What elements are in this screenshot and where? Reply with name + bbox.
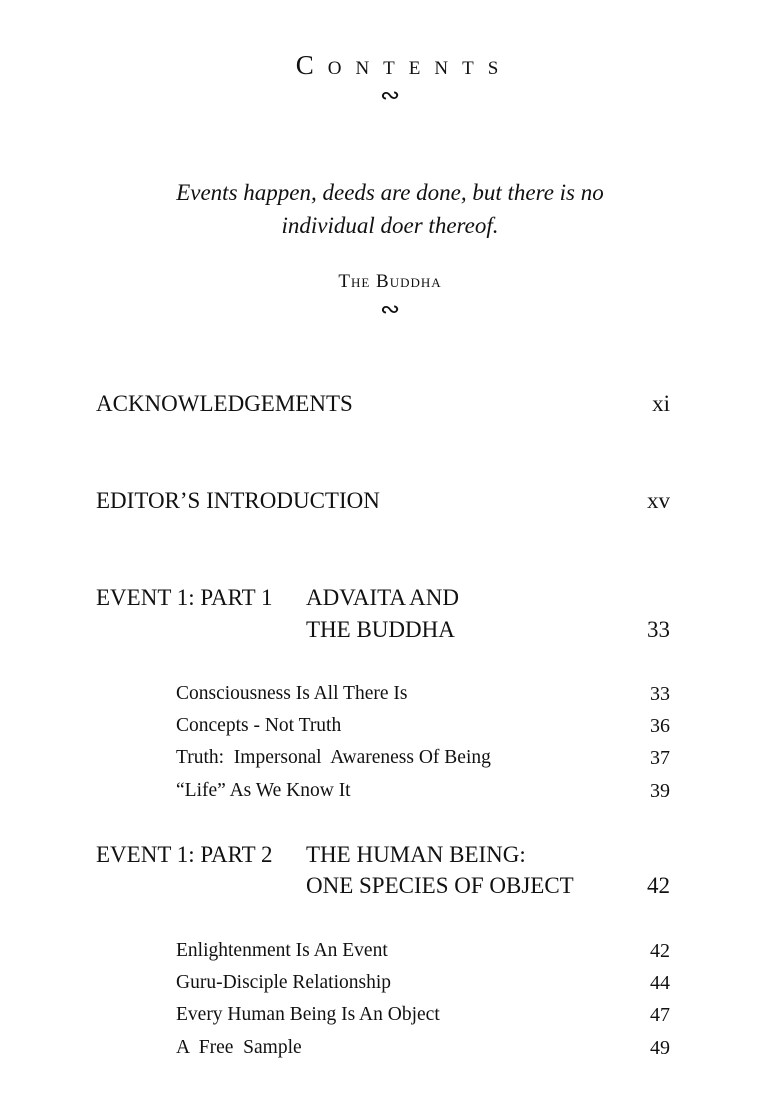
page-number: xi xyxy=(652,391,670,416)
toc-subentry[interactable]: Enlightenment Is An Event xyxy=(176,940,388,961)
toc-subentry[interactable]: A Free Sample xyxy=(176,1037,302,1058)
toc-subentry[interactable]: “Life” As We Know It xyxy=(176,780,351,801)
page-number: 36 xyxy=(650,715,670,737)
toc-subentry[interactable]: Truth: Impersonal Awareness Of Being xyxy=(176,747,491,768)
page-number: 37 xyxy=(650,747,670,769)
tilde-ornament-icon: ∾ xyxy=(379,297,401,323)
page-number: 42 xyxy=(650,940,670,962)
page-title: Contents xyxy=(295,50,513,80)
page-number: 33 xyxy=(647,617,670,642)
toc-part-title[interactable]: THE HUMAN BEING: xyxy=(306,842,526,867)
toc-part-label: EVENT 1: PART 2 xyxy=(96,842,273,867)
toc-editors-introduction[interactable]: EDITOR’S INTRODUCTION xyxy=(96,488,380,513)
toc-subentry[interactable]: Consciousness Is All There Is xyxy=(176,683,408,704)
page-number: 47 xyxy=(650,1004,670,1026)
toc-subentry[interactable]: Guru-Disciple Relationship xyxy=(176,972,392,993)
page-number: 42 xyxy=(647,873,670,898)
page-number: 33 xyxy=(650,683,670,705)
toc-part-title[interactable]: THE BUDDHA xyxy=(306,617,455,642)
toc-subentry[interactable]: Concepts - Not Truth xyxy=(176,715,342,736)
page-number: 39 xyxy=(650,780,670,802)
toc-part-title[interactable]: ADVAITA AND xyxy=(306,585,459,610)
tilde-ornament-icon: ∾ xyxy=(379,83,401,109)
toc-acknowledgements[interactable]: ACKNOWLEDGEMENTS xyxy=(96,391,353,416)
toc-subentry[interactable]: Every Human Being Is An Object xyxy=(176,1004,440,1025)
toc-part-label: EVENT 1: PART 1 xyxy=(96,585,273,610)
epigraph-line-2: individual doer thereof. xyxy=(281,213,499,238)
epigraph-line-1: Events happen, deeds are done, but there is no xyxy=(176,180,604,205)
toc-part-title[interactable]: ONE SPECIES OF OBJECT xyxy=(306,873,574,898)
page-number: 49 xyxy=(650,1037,670,1059)
page-number: 44 xyxy=(650,972,670,994)
page-number: xv xyxy=(647,488,670,513)
epigraph-attribution: The Buddha xyxy=(338,271,442,292)
